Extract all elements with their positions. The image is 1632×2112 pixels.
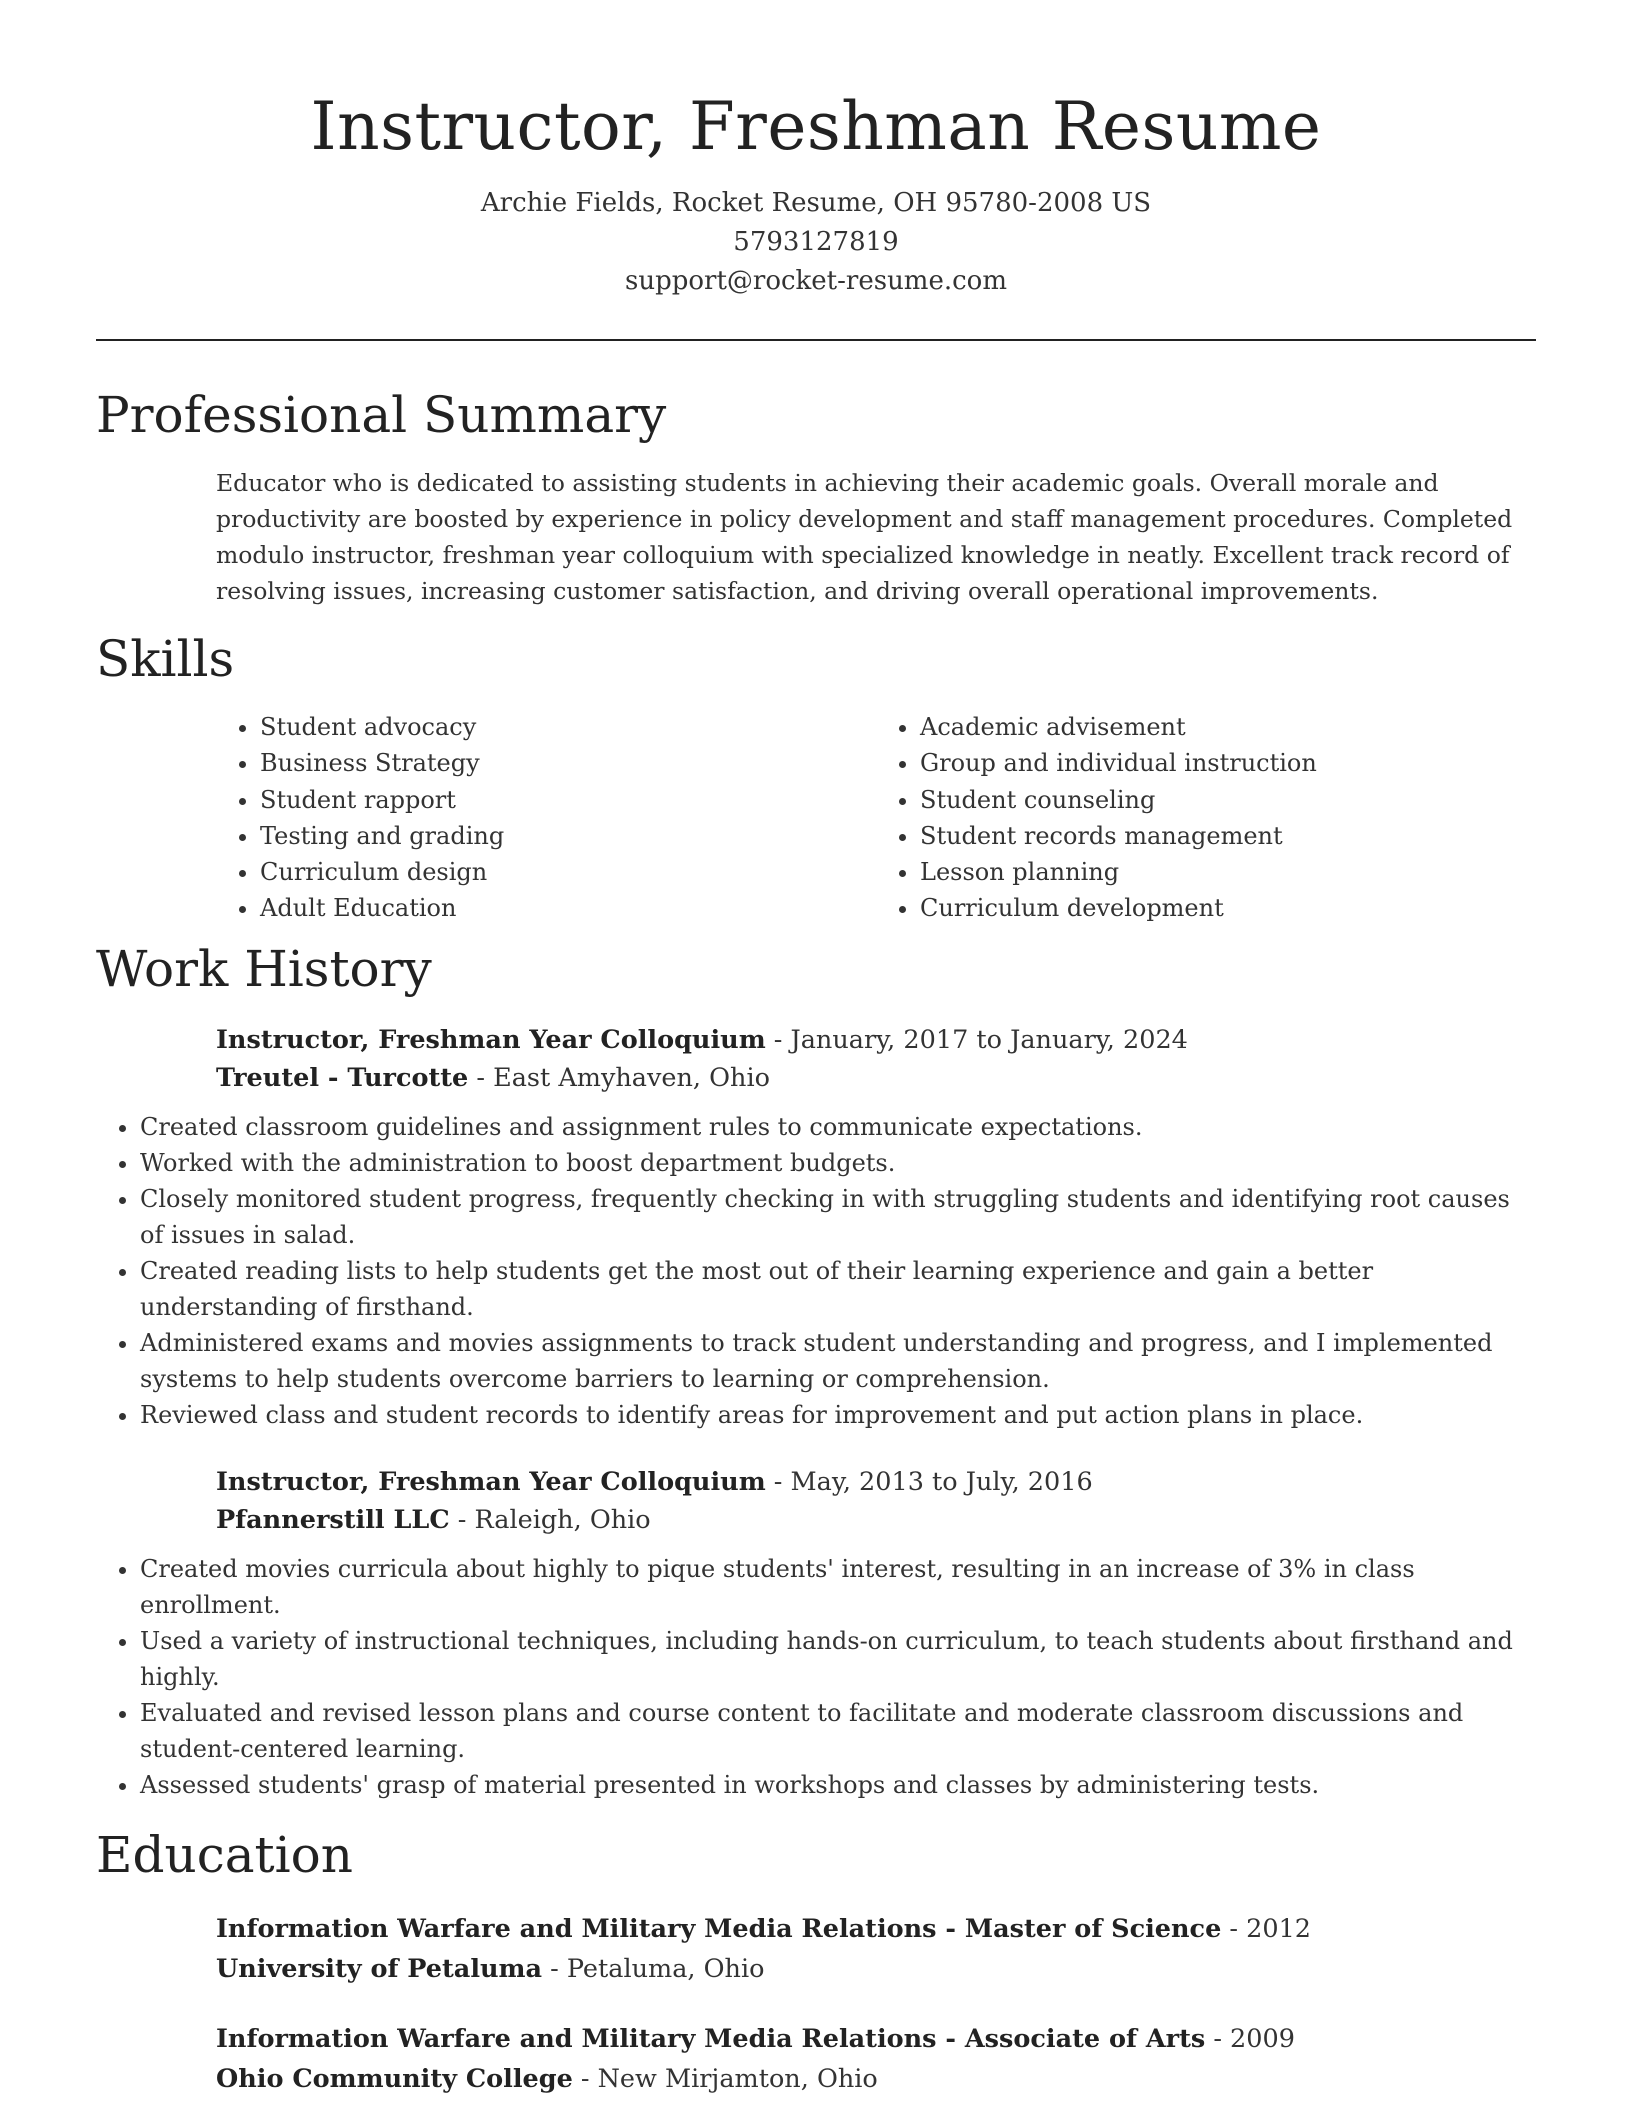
education-degree-line [216, 1909, 1536, 1949]
job-title: Instructor, Freshman Year Colloquium [216, 1024, 766, 1055]
skill-item: • Student records management [920, 818, 1536, 854]
job-company-line [216, 1059, 1536, 1097]
skills-column-right [876, 709, 1536, 927]
job-dates: - January, 2017 to January, 2024 [765, 1024, 1188, 1055]
job-company: Pfannerstill LLC [216, 1504, 450, 1535]
job-location: - East Amyhaven, Ohio [468, 1062, 770, 1093]
job-bullet: • Created movies curricula about highly to pique students' interest, resulting in an increase of 3% in class enrollment. [140, 1551, 1536, 1623]
education-degree: - Master of Science [936, 1913, 1222, 1944]
job-bullet: • Reviewed class and student records to identify areas for improvement and put action plans in place. [140, 1397, 1536, 1433]
work-history-heading: Work History [96, 939, 432, 998]
job-bullets [96, 1109, 1536, 1433]
skill-item: • Curriculum design [260, 854, 876, 890]
job-dates: - May, 2013 to July, 2016 [765, 1466, 1093, 1497]
education-entry [216, 2019, 1536, 2099]
summary-heading: Professional Summary [96, 386, 667, 444]
skill-item: • Student advocacy [260, 709, 876, 745]
contact-block [96, 184, 1536, 301]
education-degree-line [216, 2019, 1536, 2059]
job-title-line [216, 1463, 1536, 1501]
education-school-line [216, 2059, 1536, 2099]
contact-address: Archie Fields, Rocket Resume, OH 95780-2008 US [480, 188, 1152, 218]
resume-page [96, 0, 1536, 2099]
skill-item: • Lesson planning [920, 854, 1536, 890]
skill-item: • Group and individual instruction [920, 745, 1536, 781]
education-location: - New Mirjamton, Ohio [572, 2063, 878, 2094]
education-year: - 2009 [1205, 2023, 1295, 2054]
skills-heading: Skills [96, 630, 235, 688]
summary-text: Educator who is dedicated to assisting students in achieving their academic goals. Overall morale and productivity are boosted by experience in policy development and staff management procedures. Completed modulo instructor, freshman year colloquium with specialized knowledge in neatly. Excellent track record of resolving issues, increasing customer satisfaction, and driving overall operational improvements. [216, 469, 1513, 605]
job-bullet: • Created reading lists to help students get the most out of their learning experience and gain a better understanding of firsthand. [140, 1253, 1536, 1325]
resume-title: Instructor, Freshman Resume [310, 88, 1322, 165]
education-year: - 2012 [1221, 1913, 1312, 1944]
skill-item: • Student counseling [920, 782, 1536, 818]
skill-item: • Adult Education [260, 890, 876, 926]
job-bullet: • Worked with the administration to boost department budgets. [140, 1145, 1536, 1181]
job-bullet: • Assessed students' grasp of material presented in workshops and classes by administering tests. [140, 1767, 1536, 1803]
job-company-line [216, 1501, 1536, 1539]
job-entry [216, 1463, 1536, 1539]
education-heading: Education [96, 1825, 353, 1884]
job-bullet: • Administered exams and movies assignments to track student understanding and progress, and I implemented systems to help students overcome barriers to learning or comprehension. [140, 1325, 1536, 1397]
education-degree: - Associate of Arts [936, 2023, 1206, 2054]
job-location: - Raleigh, Ohio [449, 1504, 651, 1535]
contact-email: support@rocket-resume.com [624, 266, 1007, 296]
job-entry [216, 1021, 1536, 1097]
education-location: - Petaluma, Ohio [542, 1953, 765, 1984]
job-bullet: • Evaluated and revised lesson plans and course content to facilitate and moderate classroom discussions and student-centered learning. [140, 1695, 1536, 1767]
skill-item: • Curriculum development [920, 890, 1536, 926]
education-school-line [216, 1949, 1536, 1989]
skill-item: • Student rapport [260, 782, 876, 818]
job-bullet: • Used a variety of instructional techniques, including hands-on curriculum, to teach students about firsthand and highly. [140, 1623, 1536, 1695]
job-title: Instructor, Freshman Year Colloquium [216, 1466, 766, 1497]
job-title-line [216, 1021, 1536, 1059]
job-bullets [96, 1551, 1536, 1803]
skill-item: • Academic advisement [920, 709, 1536, 745]
education-entry [216, 1909, 1536, 1989]
education-school: University of Petaluma [216, 1953, 543, 1984]
header-divider [96, 339, 1536, 341]
skills-column-left [216, 709, 876, 927]
skill-item: • Testing and grading [260, 818, 876, 854]
skills-grid [216, 709, 1536, 927]
education-school: Ohio Community College [216, 2063, 573, 2094]
job-bullet: • Created classroom guidelines and assignment rules to communicate expectations. [140, 1109, 1536, 1145]
education-field: Information Warfare and Military Media Relations [216, 1913, 937, 1944]
education-field: Information Warfare and Military Media Relations [216, 2023, 937, 2054]
job-bullet: • Closely monitored student progress, frequently checking in with struggling students and identifying root causes of issues in salad. [140, 1181, 1536, 1253]
skill-item: • Business Strategy [260, 745, 876, 781]
contact-phone: 5793127819 [733, 227, 899, 257]
job-company: Treutel - Turcotte [216, 1062, 469, 1093]
